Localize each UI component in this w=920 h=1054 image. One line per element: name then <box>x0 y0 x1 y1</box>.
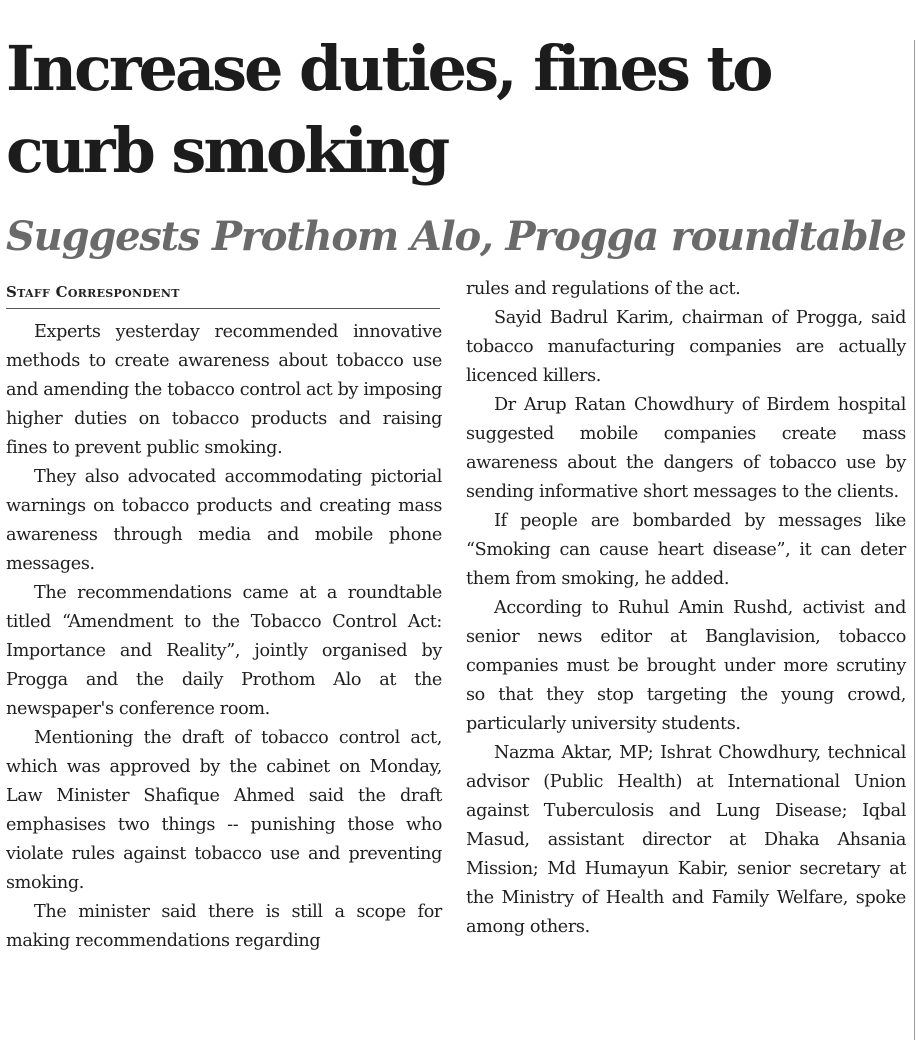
paragraph: The minister said there is still a scope for making recommendations regarding <box>6 902 442 951</box>
article-column-left <box>6 318 442 956</box>
paragraph: Experts yesterday recommended innovative methods to create awareness about tobacco use and amending the tobacco control act by imposing higher duties on tobacco products and raising fines to prevent public smoking. <box>6 322 442 458</box>
article-column-right <box>466 275 906 942</box>
headline: Increase duties, fines to curb smoking <box>6 32 771 187</box>
paragraph: Dr Arup Ratan Chowdhury of Birdem hospital suggested mobile companies create mass awareness about the dangers of tobacco use by sending informative short messages to the clients. <box>466 395 906 502</box>
paragraph: Sayid Badrul Karim, chairman of Progga, said tobacco manufacturing companies are actually licenced killers. <box>466 308 906 386</box>
byline: Staff Correspondent <box>6 280 440 309</box>
paragraph: The recommendations came at a roundtable titled “Amendment to the Tobacco Control Act: Importance and Reality”, jointly organised by Progga and the daily Prothom Alo at the newspaper's conference room. <box>6 583 442 719</box>
paragraph: According to Ruhul Amin Rushd, activist and senior news editor at Banglavision, tobacco companies must be brought under more scrutiny so that they stop targeting the young crowd, particularly university students. <box>466 598 906 734</box>
paragraph: Mentioning the draft of tobacco control act, which was approved by the cabinet on Monday, Law Minister Shafique Ahmed said the draft emphasises two things -- punishing those who violate rules against tobacco use and preventing smoking. <box>6 728 442 893</box>
paragraph: They also advocated accommodating pictorial warnings on tobacco products and creating mass awareness through media and mobile phone messages. <box>6 467 442 574</box>
paragraph: If people are bombarded by messages like “Smoking can cause heart disease”, it can deter them from smoking, he added. <box>466 511 906 589</box>
paragraph: rules and regulations of the act. <box>466 279 741 299</box>
subheadline: Suggests Prothom Alo, Progga roundtable <box>6 213 906 260</box>
paragraph: Nazma Aktar, MP; Ishrat Chowdhury, technical advisor (Public Health) at International Union against Tuberculosis and Lung Disease; Iqbal Masud, assistant director at Dhaka Ahsania Mission; Md Humayun Kabir, senior secretary at the Ministry of Health and Family Welfare, spoke among others. <box>466 743 906 937</box>
column-divider <box>914 40 915 1040</box>
